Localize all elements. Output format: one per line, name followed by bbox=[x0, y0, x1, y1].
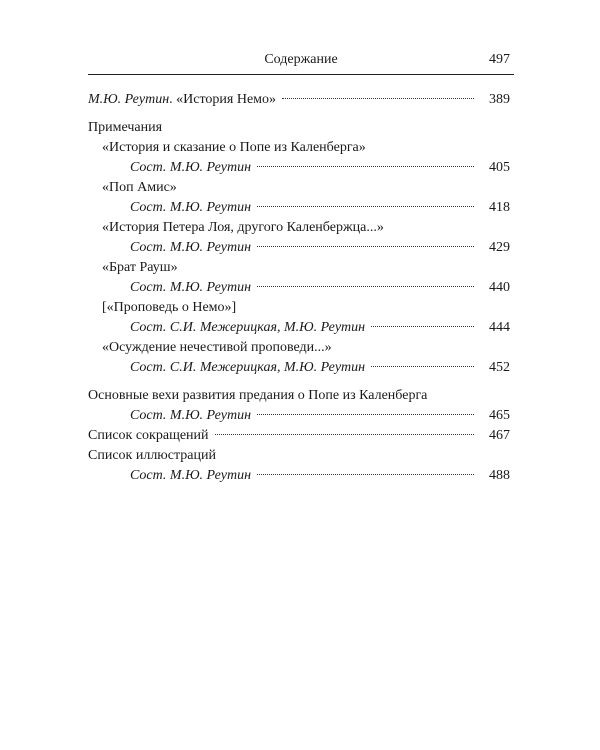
running-title: Содержание bbox=[264, 52, 338, 67]
toc-entry-title: Список сокращений bbox=[88, 428, 209, 443]
toc-entry-author: Сост. М.Ю. Реутин bbox=[130, 408, 252, 423]
toc-entry-author: Сост. М.Ю. Реутин bbox=[130, 200, 252, 215]
dot-leader bbox=[215, 434, 474, 435]
toc-subentry-author-line bbox=[88, 318, 514, 338]
toc-entry-title: «Брат Рауш» bbox=[102, 260, 178, 275]
toc-entry-abbreviations bbox=[88, 426, 514, 446]
toc-page-number: 488 bbox=[489, 468, 510, 483]
dot-leader bbox=[257, 474, 474, 475]
toc-entry-istoriya-nemo bbox=[88, 90, 514, 110]
dot-leader bbox=[257, 286, 474, 287]
toc-page-number: 465 bbox=[489, 408, 510, 423]
toc-entry-title: «История Петера Лоя, другого Каленбержца...» bbox=[102, 220, 384, 235]
toc-page-number: 389 bbox=[489, 92, 510, 107]
toc-subentry-title bbox=[88, 178, 514, 198]
toc-heading-text: Примечания bbox=[88, 120, 163, 135]
dot-leader bbox=[371, 326, 474, 327]
toc-entry-author: Сост. С.И. Межерицкая, М.Ю. Реутин bbox=[130, 320, 366, 335]
toc-entry-title-line bbox=[88, 446, 514, 466]
toc-subentry-title bbox=[88, 338, 514, 358]
toc-page-number: 405 bbox=[489, 160, 510, 175]
toc-entry-title: «Осуждение нечестивой проповеди...» bbox=[102, 340, 332, 355]
toc-entry-author: Сост. М.Ю. Реутин bbox=[130, 280, 252, 295]
toc-page-number: 467 bbox=[489, 428, 510, 443]
page-number: 497 bbox=[489, 52, 510, 67]
toc-entry-author: Сост. М.Ю. Реутин bbox=[130, 160, 252, 175]
running-header bbox=[88, 50, 514, 75]
toc-subentry-author-line bbox=[88, 358, 514, 378]
dot-leader bbox=[257, 414, 474, 415]
toc-page-number: 440 bbox=[489, 280, 510, 295]
toc-subentry-author-line bbox=[88, 158, 514, 178]
table-of-contents bbox=[88, 90, 514, 486]
toc-entry-title: «История и сказание о Попе из Каленберга» bbox=[102, 140, 366, 155]
toc-subentry-title bbox=[88, 258, 514, 278]
toc-section-heading-notes bbox=[88, 118, 514, 138]
dot-leader bbox=[282, 98, 474, 99]
toc-entry-title: «Поп Амис» bbox=[102, 180, 177, 195]
toc-entry-separator: . bbox=[169, 92, 177, 107]
toc-entry-author: М.Ю. Реутин bbox=[88, 92, 170, 107]
toc-entry-author: Сост. М.Ю. Реутин bbox=[130, 468, 252, 483]
toc-entry-title: Основные вехи развития предания о Попе из Каленберга bbox=[88, 388, 428, 403]
toc-entry-title: «История Немо» bbox=[176, 92, 277, 107]
toc-subentry-title bbox=[88, 218, 514, 238]
dot-leader bbox=[257, 246, 474, 247]
toc-subentry-title bbox=[88, 298, 514, 318]
toc-subentry-author-line bbox=[88, 238, 514, 258]
toc-subentry-author-line bbox=[88, 198, 514, 218]
toc-entry-title: Список иллюстраций bbox=[88, 448, 216, 463]
toc-subentry-author-line bbox=[88, 406, 514, 426]
dot-leader bbox=[257, 166, 474, 167]
toc-subentry-author-line bbox=[88, 278, 514, 298]
toc-page-number: 418 bbox=[489, 200, 510, 215]
dot-leader bbox=[257, 206, 474, 207]
toc-entry-title-line bbox=[88, 386, 514, 406]
toc-subentry-author-line bbox=[88, 466, 514, 486]
dot-leader bbox=[371, 366, 474, 367]
toc-subentry-title bbox=[88, 138, 514, 158]
toc-entry-author: Сост. С.И. Межерицкая, М.Ю. Реутин bbox=[130, 360, 366, 375]
toc-page-number: 429 bbox=[489, 240, 510, 255]
toc-entry-author: Сост. М.Ю. Реутин bbox=[130, 240, 252, 255]
toc-page-number: 452 bbox=[489, 360, 510, 375]
toc-page-number: 444 bbox=[489, 320, 510, 335]
toc-entry-title: [«Проповедь о Немо»] bbox=[102, 300, 237, 315]
